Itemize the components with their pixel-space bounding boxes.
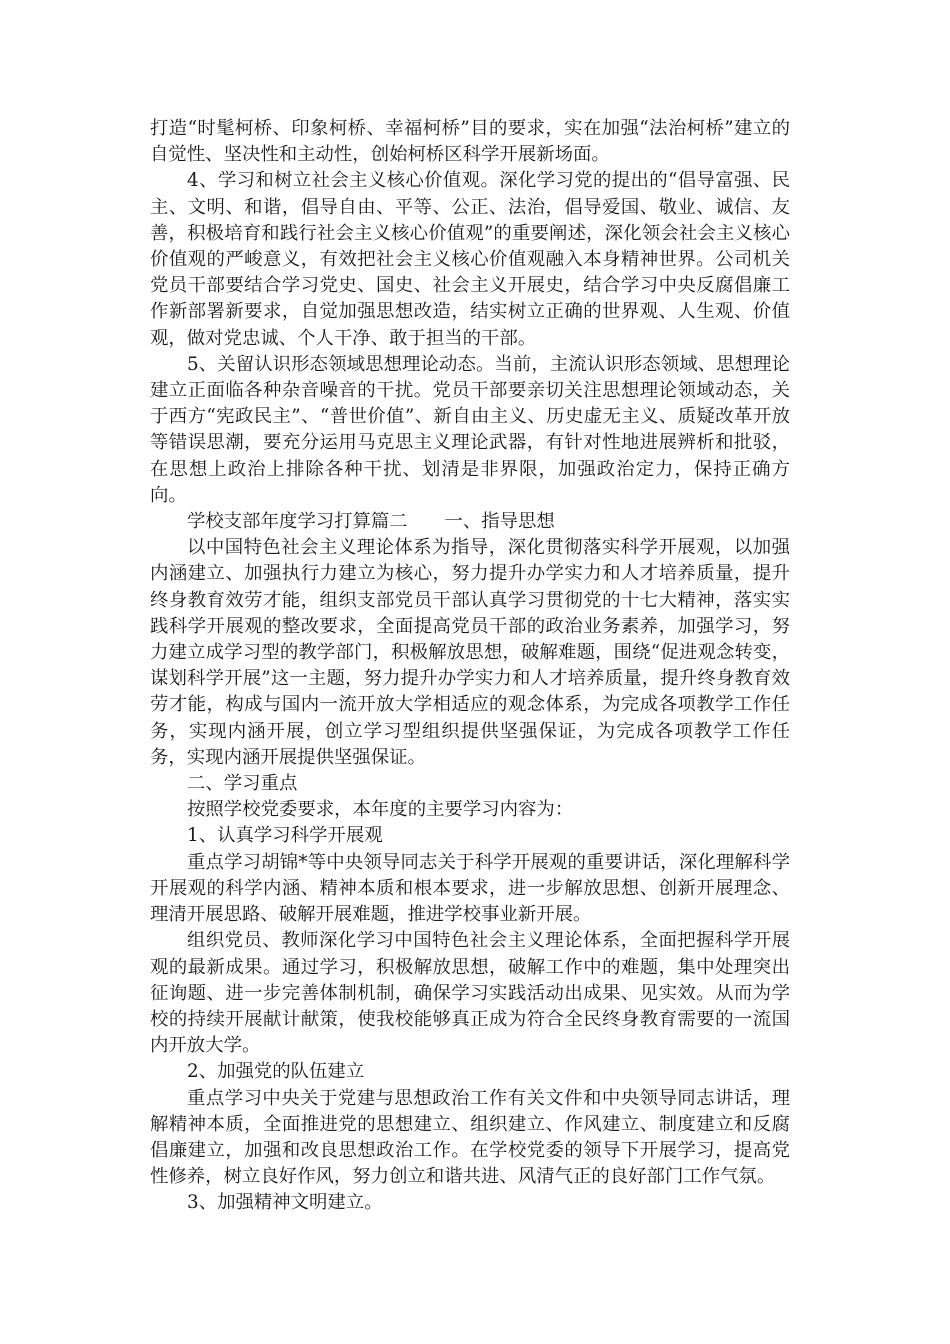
section-heading-guiding-thought: 学校支部年度学习打算篇二 一、指导思想 — [187, 511, 555, 533]
paragraph-continuation: 打造“时髦柯桥、印象柯桥、幸福柯桥”目的要求，实在加强“法治柯桥”建立的自觉性、坚决性和主动性，创始柯桥区科学开展新场面。 — [150, 118, 790, 166]
paragraph-study-intro: 按照学校党委要求，本年度的主要学习内容为： — [187, 799, 574, 821]
paragraph-core-values: 4、学习和树立社会主义核心价值观。深化学习党的提出的“倡导富强、民主、文明、和谐，倡导自由、平等、公正、法治，倡导爱国、敬业、诚信、友善，积极培育和践行社会主义核心价值观”的重要阐述，深化领会社会主义核心价值观的严峻意义，有效把社会主义核心价值观融入本身精神世界。公司机关党员干部要结合学习党史、国史、社会主义开展史，结合学习中央反腐倡廉工作新部署新要求，自觉加强思想改造，结实树立正确的世界观、人生观、价值观，做对党忠诚、个人干净、敢于担当的干部。 — [150, 170, 790, 349]
paragraph-item-1-a: 重点学习胡锦*等中央领导同志关于科学开展观的重要讲话，深化理解科学开展观的科学内涵、精神本质和根本要求，进一步解放思想、创新开展理念、理清开展思路、破解开展难题，推进学校事业新开展。 — [150, 851, 790, 926]
paragraph-guiding-thought: 以中国特色社会主义理论体系为指导，深化贯彻落实科学开展观，以加强内涵建立、加强执行力建立为核心，努力提升办学实力和人才培养质量，提升终身教育效劳才能，组织支部党员干部认真学习贯彻党的十七大精神，落实实践科学开展观的整改要求，全面提高党员干部的政治业务素养，加强学习，努力建立成学习型的教学部门，积极解放思想，破解难题，围绕“促进观念转变，谋划科学开展”这一主题，努力提升办学实力和人才培养质量，提升终身教育效劳才能，构成与国内一流开放大学相适应的观念体系，为完成各项教学工作任务，实现内涵开展，创立学习型组织提供坚强保证，为完成各项教学工作任务，实现内涵开展提供坚强保证。 — [150, 537, 790, 768]
paragraph-item-2: 重点学习中央关于党建与思想政治工作有关文件和中央领导同志讲话，理解精神本质，全面推进党的思想建立、组织建立、作风建立、制度建立和反腐倡廉建立，加强和改良思想政治工作。在学校党委的领导下开展学习，提高党性修养，树立良好作风，努力创立和谐共进、风清气正的良好部门工作气氛。 — [150, 1087, 790, 1188]
section-heading-study-focus: 二、学习重点 — [187, 773, 298, 795]
item-heading-2: 2、加强党的队伍建立 — [187, 1061, 365, 1083]
document-body — [150, 116, 790, 1217]
paragraph-ideology: 5、关留认识形态领域思想理论动态。当前，主流认识形态领域、思想理论建立正面临各种杂音噪音的干扰。党员干部要亲切关注思想理论领域动态，关于西方“宪政民主”、“普世价值”、新自由主义、历史虚无主义、质疑改革开放等错误思潮，要充分运用马克思主义理论武器，有针对性地进展辨析和批驳，在思想上政治上排除各种干扰、划清是非界限，加强政治定力，保持正确方向。 — [150, 353, 790, 506]
item-heading-3: 3、加强精神文明建立。 — [187, 1192, 383, 1214]
paragraph-item-1-b: 组织党员、教师深化学习中国特色社会主义理论体系，全面把握科学开展观的最新成果。通过学习，积极解放思想，破解工作中的难题，集中处理突出征询题、进一步完善体制机制，确保学习实践活动出成果、见实效。从而为学校的持续开展献计献策，使我校能够真正成为符合全民终身教育需要的一流国内开放大学。 — [150, 930, 790, 1057]
item-heading-1: 1、认真学习科学开展观 — [187, 825, 383, 847]
